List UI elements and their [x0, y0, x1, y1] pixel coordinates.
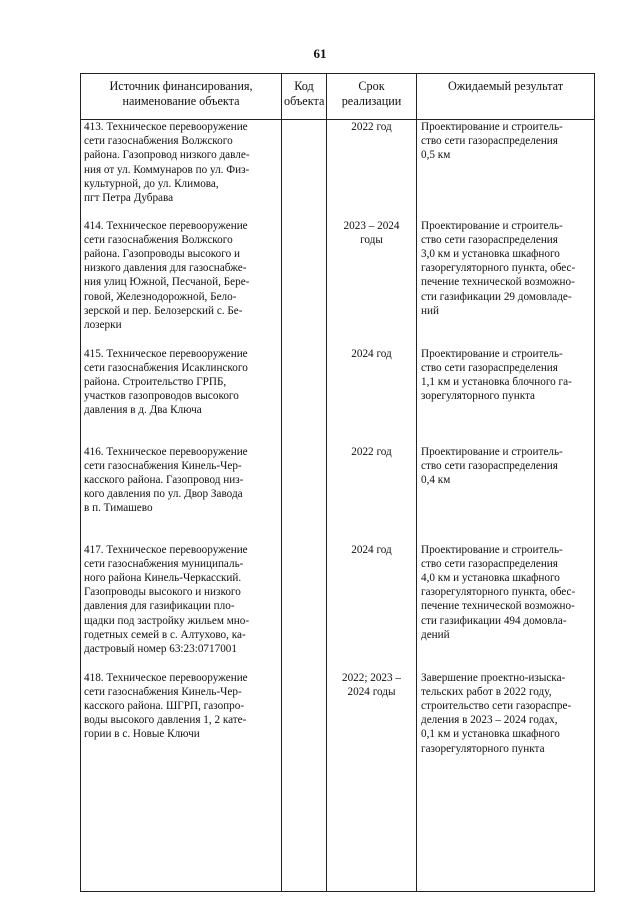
header-source: Источник финансирования, наименование объекта	[81, 74, 282, 120]
row-code	[282, 219, 327, 347]
row-result: Проектирование и строитель- ство сети газораспределения 0,4 км	[417, 445, 595, 543]
table-row	[81, 347, 595, 445]
row-code	[282, 543, 327, 671]
row-term: 2022 год	[327, 120, 417, 219]
row-result: Проектирование и строитель- ство сети газораспределения 0,5 км	[417, 120, 595, 219]
header-term: Срок реализации	[327, 74, 417, 120]
row-code	[282, 120, 327, 219]
row-code	[282, 347, 327, 445]
row-term: 2023 – 2024 годы	[327, 219, 417, 347]
table-header-row	[81, 74, 595, 120]
header-result: Ожидаемый результат	[417, 74, 595, 120]
row-result: Проектирование и строитель- ство сети газораспределения 4,0 км и установка шкафного газорегуляторного пункта, обес- печение технической возможно- сти газификации 494 домовла- дений	[417, 543, 595, 671]
row-source: 418. Техническое перевооружение сети газоснабжения Кинель-Чер- касского района. ШГРП, газопро- воды высокого давления 1, 2 кате- гории в с. Новые Ключи	[81, 671, 282, 892]
row-source: 416. Техническое перевооружение сети газоснабжения Кинель-Чер- касского района. Газопровод низ- кого давления по ул. Двор Завода в п. Тимашево	[81, 445, 282, 543]
row-source: 413. Техническое перевооружение сети газоснабжения Волжского района. Газопровод низкого давле- ния от ул. Коммунаров по ул. Физ- культурной, до ул. Климова, пгт Петра Дубрава	[81, 120, 282, 219]
row-code	[282, 671, 327, 892]
row-source: 417. Техническое перевооружение сети газоснабжения муниципаль- ного района Кинель-Черкасский. Газопроводы высокого и низкого давления для газификации пло- щадки под застройку жильем мно- годетных семей в с. Алтухово, ка- дастровый номер 63:23:0717001	[81, 543, 282, 671]
financing-table	[80, 73, 595, 892]
header-code: Код объекта	[282, 74, 327, 120]
row-source: 414. Техническое перевооружение сети газоснабжения Волжского района. Газопроводы высокого и низкого давления для газоснабже- ния улиц Южной, Песчаной, Бере- говой, Железнодорожной, Бело- зерской и пер. Белозерский с. Бе- лозерки	[81, 219, 282, 347]
row-result: Завершение проектно-изыска- тельских работ в 2022 году, строительство сети газораспре- деления в 2023 – 2024 годах, 0,1 км и установка шкафного газорегуляторного пункта	[417, 671, 595, 892]
row-term: 2024 год	[327, 347, 417, 445]
row-term: 2022 год	[327, 445, 417, 543]
row-source: 415. Техническое перевооружение сети газоснабжения Исаклинского района. Строительство ГРПБ, участков газопроводов высокого давления в д. Два Ключа	[81, 347, 282, 445]
row-term: 2022; 2023 – 2024 годы	[327, 671, 417, 892]
row-code	[282, 445, 327, 543]
table-row	[81, 543, 595, 671]
table-row	[81, 671, 595, 892]
row-term: 2024 год	[327, 543, 417, 671]
table-row	[81, 120, 595, 219]
page-number: 61	[313, 46, 327, 61]
table-row	[81, 219, 595, 347]
row-result: Проектирование и строитель- ство сети газораспределения 1,1 км и установка блочного га- зорегуляторного пункта	[417, 347, 595, 445]
table-row	[81, 445, 595, 543]
row-result: Проектирование и строитель- ство сети газораспределения 3,0 км и установка шкафного газорегуляторного пункта, обес- печение технической возможно- сти газификации 29 домовладе- ний	[417, 219, 595, 347]
